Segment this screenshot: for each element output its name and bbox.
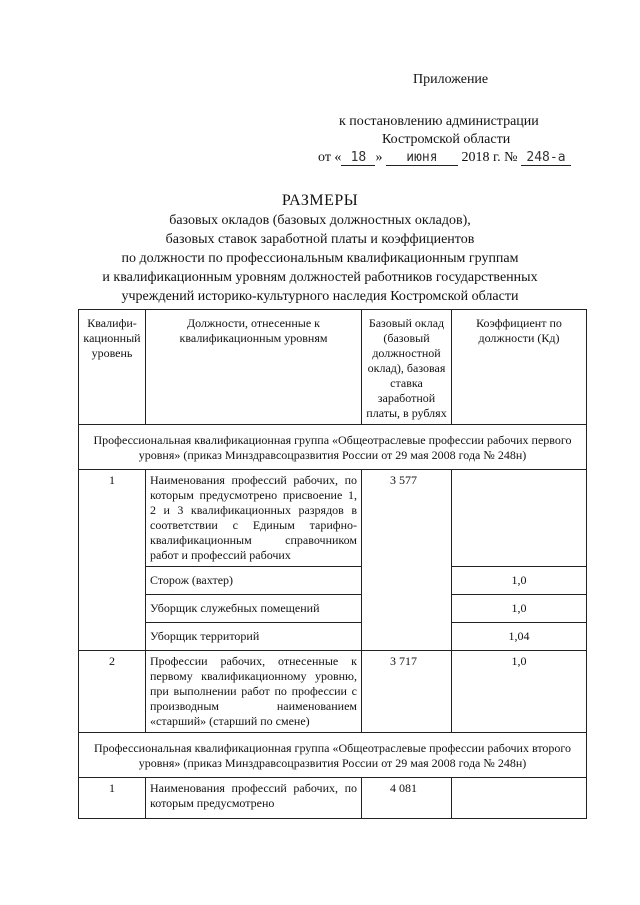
position-cell: Сторож (вахтер) xyxy=(146,567,362,595)
table-row xyxy=(79,470,587,567)
decree-date-line xyxy=(318,148,571,167)
title-line-1: базовых окладов (базовых должностных окладов), xyxy=(169,213,471,228)
title-line-5: учреждений историко-культурного наследия Костромской области xyxy=(121,289,519,304)
decree-line: к постановлению администрации xyxy=(339,114,539,129)
salary-table xyxy=(78,309,587,819)
date-year-label: 2018 г. № xyxy=(461,150,518,165)
table-row xyxy=(79,567,587,595)
coefficient-cell xyxy=(452,470,587,567)
title-line-4: и квалификационным уровням должностей работников государственных xyxy=(102,270,538,285)
header-coefficient: Коэффициент по должности (Кд) xyxy=(452,310,587,425)
table-row xyxy=(79,595,587,623)
group-row xyxy=(79,733,587,778)
level-cell: 1 xyxy=(79,470,146,651)
level-cell: 2 xyxy=(79,651,146,733)
header-salary: Базовый оклад (базовый должностной оклад), базовая ставка заработной платы, в рублях xyxy=(362,310,452,425)
position-cell: Уборщик территорий xyxy=(146,623,362,651)
table-row xyxy=(79,623,587,651)
position-cell: Уборщик служебных помещений xyxy=(146,595,362,623)
date-month: июня xyxy=(386,150,458,166)
coefficient-cell: 1,0 xyxy=(452,651,587,733)
position-cell: Наименования профессий рабочих, по которым предусмотрено присвоение 1, 2 и 3 квалификационных разрядов в соответствии с Единым тарифно-квалификационным справочником работ и профессий рабочих xyxy=(146,470,362,567)
coefficient-cell: 1,04 xyxy=(452,623,587,651)
title-line-2: базовых ставок заработной платы и коэффициентов xyxy=(165,232,475,247)
region-line: Костромской области xyxy=(382,132,511,147)
table-row xyxy=(79,651,587,733)
salary-cell: 3 577 xyxy=(362,470,452,651)
group-1-title: Профессиональная квалификационная группа «Общеотраслевые профессии рабочих первого уровня» (приказ Минздравсоцразвития России от 29 мая 2008 года № 248н) xyxy=(79,425,587,470)
coefficient-cell: 1,0 xyxy=(452,567,587,595)
date-mid: » xyxy=(375,150,383,165)
group-2-title: Профессиональная квалификационная группа «Общеотраслевые профессии рабочих второго уровня» (приказ Минздравсоцразвития России от 29 мая 2008 года № 248н) xyxy=(79,733,587,778)
appendix-label: Приложение xyxy=(413,72,489,87)
title-main: РАЗМЕРЫ xyxy=(281,192,359,209)
position-cell: Наименования профессий рабочих, по которым предусмотрено xyxy=(146,778,362,819)
salary-cell: 4 081 xyxy=(362,778,452,819)
group-row xyxy=(79,425,587,470)
salary-cell: 3 717 xyxy=(362,651,452,733)
document-title xyxy=(60,191,580,306)
decree-number: 248-а xyxy=(521,150,571,166)
coefficient-cell: 1,0 xyxy=(452,595,587,623)
position-cell: Профессии рабочих, отнесенные к первому квалификационному уровню, при выполнении работ по профессии с производным наименованием «старший» (старший по смене) xyxy=(146,651,362,733)
title-line-3: по должности по профессиональным квалификационным группам xyxy=(121,251,519,266)
level-cell: 1 xyxy=(79,778,146,819)
date-prefix: от « xyxy=(318,150,342,165)
coefficient-cell xyxy=(452,778,587,819)
header-level: Квалифи-кационный уровень xyxy=(79,310,146,425)
table-header-row xyxy=(79,310,587,425)
table-row xyxy=(79,778,587,819)
header-positions: Должности, отнесенные к квалификационным уровням xyxy=(146,310,362,425)
date-day: 18 xyxy=(341,150,375,166)
